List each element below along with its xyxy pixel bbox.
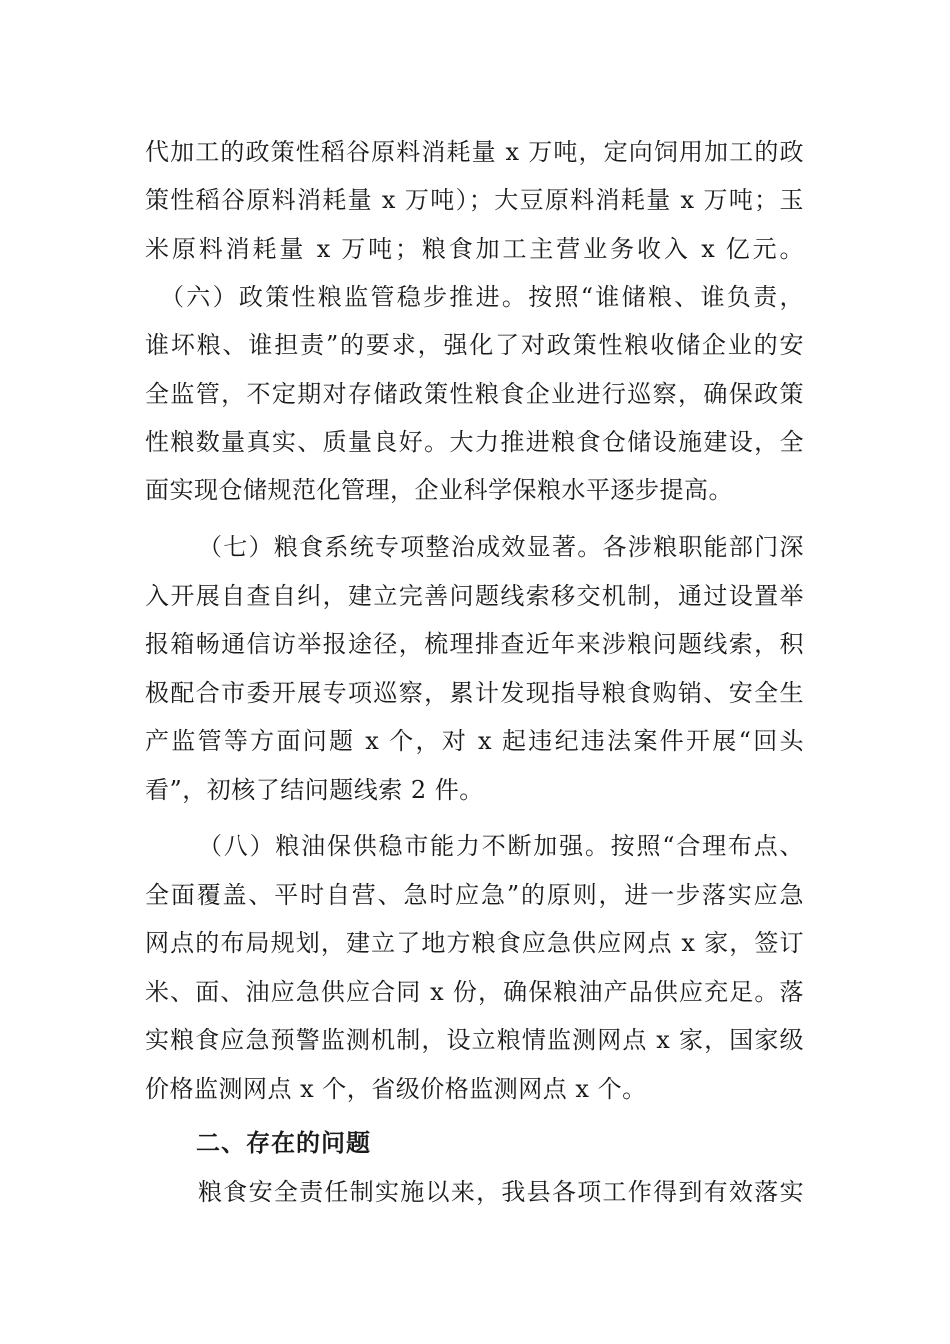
text-line: 全面覆盖、平时自营、急时应急”的原则，进一步落实应急 [145, 881, 804, 909]
text-line: 价格监测网点 x 个，省级价格监测网点 x 个。 [145, 1075, 647, 1103]
text-line: 报箱畅通信访举报途径，梳理排查近年来涉粮问题线索，积 [145, 630, 804, 658]
text-line: 粮食安全责任制实施以来，我县各项工作得到有效落实 [198, 1178, 804, 1206]
paragraph-seven-start: （七）粮食系统专项整治成效显著。各涉粮职能部门深 [198, 533, 804, 561]
text-line: 性粮数量真实、质量良好。大力推进粮食仓储设施建设，全 [145, 428, 804, 456]
text-line: 面实现仓储规范化管理，企业科学保粮水平逐步提高。 [145, 476, 733, 504]
text-line: 网点的布局规划，建立了地方粮食应急供应网点 x 家，签订 [145, 929, 804, 957]
text-line: 全监管，不定期对存储政策性粮食企业进行巡察，确保政策 [145, 380, 804, 408]
text-line: 看”，初核了结问题线索 2 件。 [145, 776, 484, 804]
text-line: 实粮食应急预警监测机制，设立粮情监测网点 x 家，国家级 [145, 1026, 804, 1054]
text-line: 米、面、油应急供应合同 x 份，确保粮油产品供应充足。落 [145, 978, 804, 1006]
section-heading: 二、存在的问题 [196, 1129, 371, 1157]
text-line: 谁坏粮、谁担责”的要求，强化了对政策性粮收储企业的安 [145, 331, 804, 359]
text-line: 入开展自查自纠，建立完善问题线索移交机制，通过设置举 [145, 582, 804, 610]
paragraph-eight-start: （八）粮油保供稳市能力不断加强。按照“合理布点、 [198, 832, 804, 860]
text-line: 代加工的政策性稻谷原料消耗量 x 万吨，定向饲用加工的政 [145, 138, 804, 166]
text-line: 米原料消耗量 x 万吨；粮食加工主营业务收入 x 亿元。 [145, 235, 804, 263]
text-line: 策性稻谷原料消耗量 x 万吨）；大豆原料消耗量 x 万吨；玉 [145, 186, 804, 214]
text-line: 产监管等方面问题 x 个，对 x 起违纪违法案件开展“回头 [145, 727, 804, 755]
paragraph-six-start: （六）政策性粮监管稳步推进。按照“谁储粮、谁负责， [160, 283, 804, 311]
text-line: 极配合市委开展专项巡察，累计发现指导粮食购销、安全生 [145, 679, 804, 707]
